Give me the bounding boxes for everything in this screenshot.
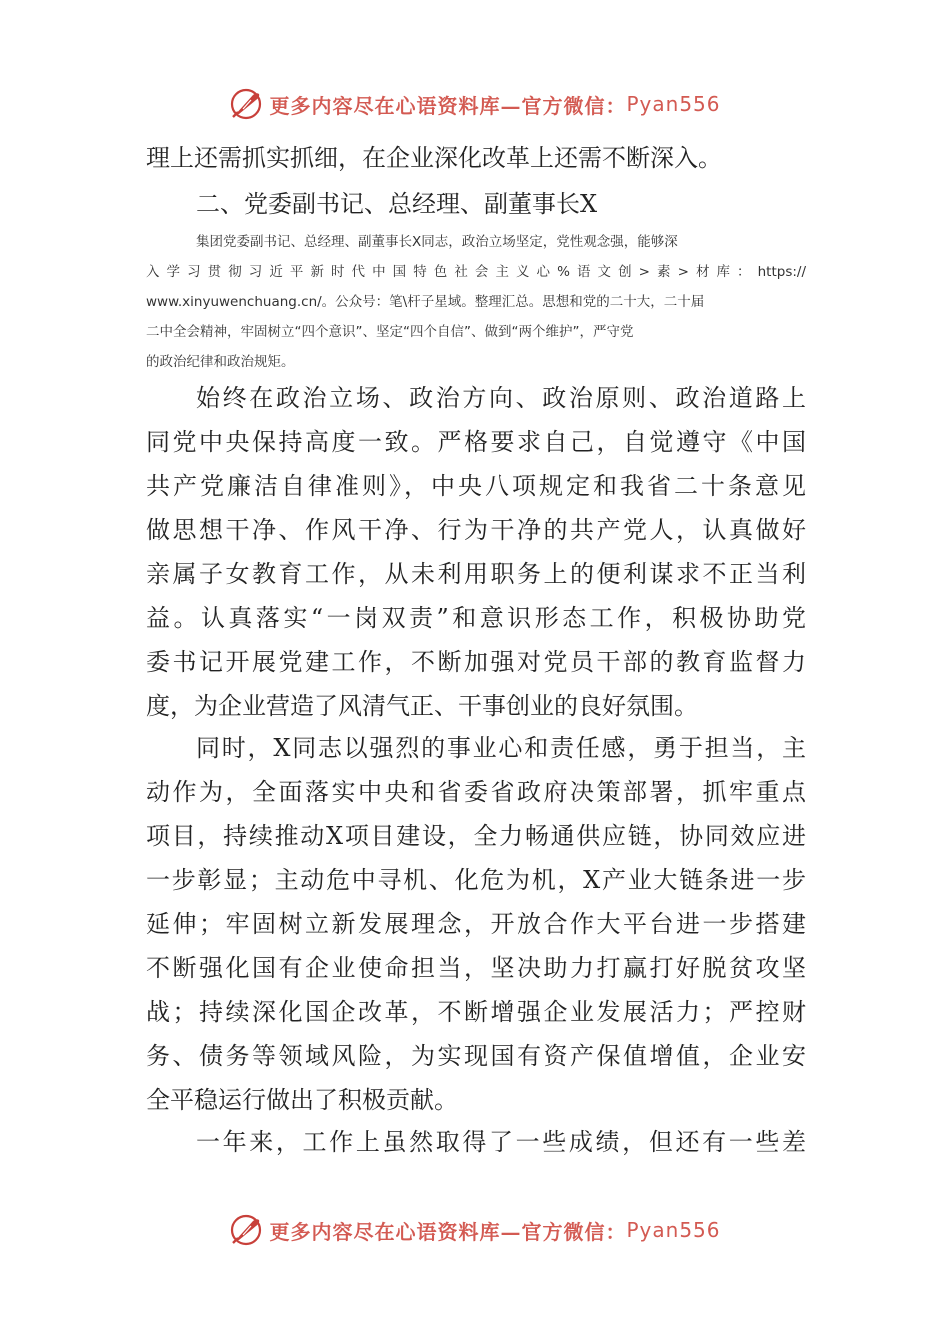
paragraph-line: 做思想干净、作风干净、行为干净的共产党人，认真做好	[146, 516, 806, 544]
paragraph-line: 动作为，全面落实中央和省委省政府决策部署，抓牢重点	[146, 778, 806, 806]
paragraph-line: 同党中央保持高度一致。严格要求自己，自觉遵守《中国	[146, 428, 806, 456]
footer-banner	[0, 1210, 950, 1250]
note-line: 二中全会精神，牢固树立“四个意识”、坚定“四个自信”、做到“两个维护”，严守党	[146, 324, 634, 340]
paragraph-line: 全平稳运行做出了积极贡献。	[146, 1086, 458, 1114]
paragraph-line: 委书记开展党建工作，不断加强对党员干部的教育监督力	[146, 648, 806, 676]
note-line: www.xinyuwenchuang.cn/。公众号：笔\杆子星域。整理汇总。思想和党的二十大，二十届	[146, 294, 705, 310]
banner-text: 更多内容尽在心语资料库—官方微信：	[269, 93, 627, 118]
banner-text: 更多内容尽在心语资料库—官方微信：	[269, 1219, 627, 1244]
quill-pen-logo	[229, 87, 263, 121]
quill-pen-logo	[229, 1213, 263, 1247]
paragraph-line: 务、债务等领域风险，为实现国有资产保值增值，企业安	[146, 1042, 806, 1070]
paragraph-line: 一步彰显；主动危中寻机、化危为机，X产业大链条进一步	[146, 866, 806, 894]
paragraph-line: 延伸；牢固树立新发展理念，开放合作大平台进一步搭建	[146, 910, 806, 938]
paragraph-line: 益。认真落实“一岗双责”和意识形态工作，积极协助党	[146, 604, 806, 632]
paragraph-line: 同时，X同志以强烈的事业心和责任感，勇于担当，主	[196, 734, 806, 762]
paragraph-line: 战；持续深化国企改革，不断增强企业发展活力；严控财	[146, 998, 806, 1026]
paragraph-line: 共产党廉洁自律准则》，中央八项规定和我省二十条意见	[146, 472, 806, 500]
intro-line: 理上还需抓实抓细，在企业深化改革上还需不断深入。	[146, 144, 722, 172]
paragraph-line: 一年来，工作上虽然取得了一些成绩，但还有一些差	[196, 1128, 806, 1156]
paragraph-line: 项目，持续推动X项目建设，全力畅通供应链，协同效应进	[146, 822, 806, 850]
note-line: 的政治纪律和政治规矩。	[146, 354, 295, 370]
paragraph-line: 度，为企业营造了风清气正、干事创业的良好氛围。	[146, 692, 698, 720]
paragraph-line: 不断强化国有企业使命担当，坚决助力打赢打好脱贫攻坚	[146, 954, 806, 982]
banner-wechat-id: Pyan556	[626, 92, 721, 116]
paragraph-line: 始终在政治立场、政治方向、政治原则、政治道路上	[196, 384, 806, 412]
section-heading: 二、党委副书记、总经理、副董事长X	[196, 190, 598, 218]
note-line: 入学习贯彻习近平新时代中国特色社会主义心%语文创>素>材库：https://	[146, 264, 806, 280]
paragraph-line: 亲属子女教育工作，从未利用职务上的便利谋求不正当利	[146, 560, 806, 588]
note-line: 集团党委副书记、总经理、副董事长X同志，政治立场坚定，党性观念强，能够深	[196, 234, 678, 250]
header-banner	[0, 84, 950, 124]
banner-wechat-id: Pyan556	[626, 1218, 721, 1242]
